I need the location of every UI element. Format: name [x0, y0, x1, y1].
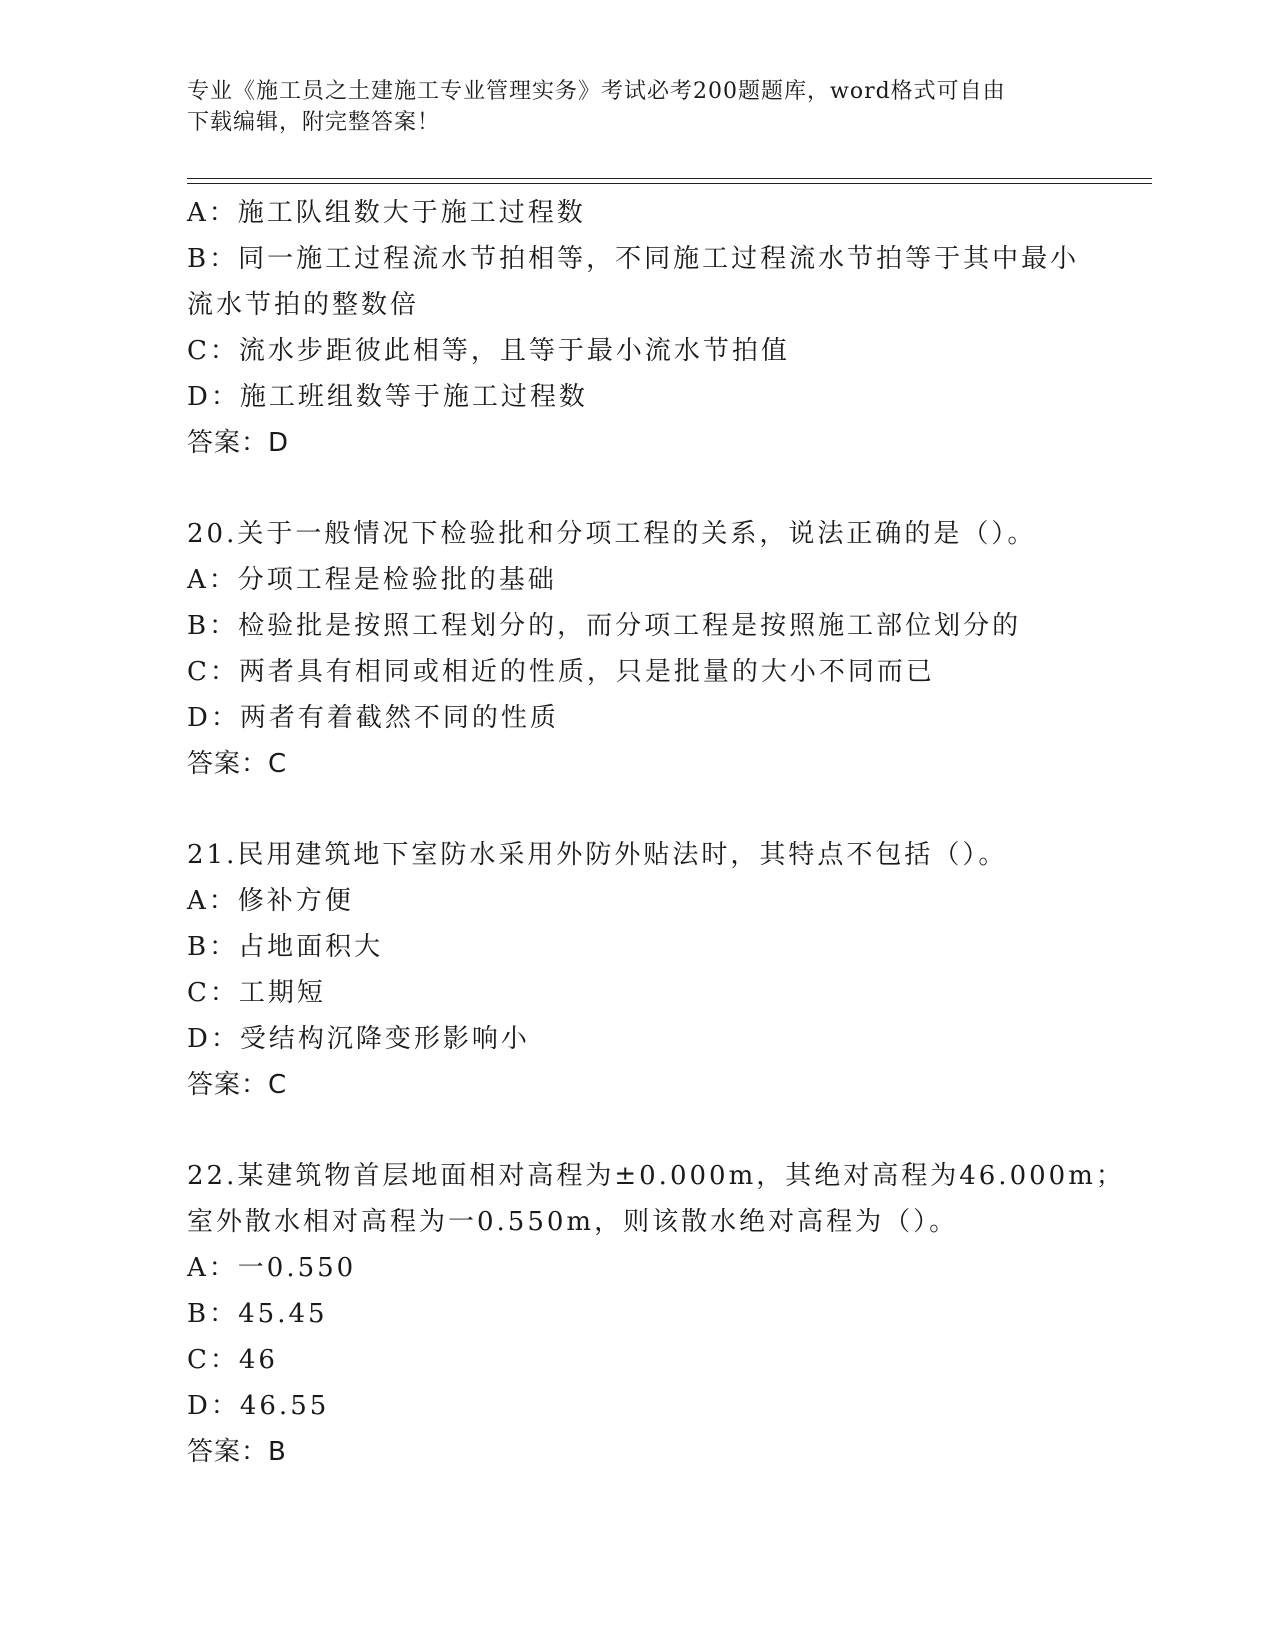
answer-line: 答案：C: [187, 1070, 288, 1100]
question-text: 22.某建筑物首层地面相对高程为±0.000m，其绝对高程为46.000m；: [187, 1161, 1125, 1191]
option-b: B：检验批是按照工程划分的，而分项工程是按照施工部位划分的: [187, 611, 1022, 641]
question-list: [187, 190, 1125, 1475]
option-b: B：45.45: [187, 1299, 328, 1329]
answer-line: 答案：C: [187, 749, 288, 779]
question-text-continued: 室外散水相对高程为一0.550m，则该散水绝对高程为（）。: [187, 1207, 959, 1237]
option-d: D：46.55: [187, 1391, 330, 1421]
question-block-20: [187, 511, 1087, 787]
option-c: C：两者具有相同或相近的性质，只是批量的大小不同而已: [187, 657, 935, 687]
option-c: C：工期短: [187, 978, 326, 1008]
option-d: D：施工班组数等于施工过程数: [187, 382, 588, 412]
option-b-continued: 流水节拍的整数倍: [187, 290, 420, 320]
option-d: D：受结构沉降变形影响小: [187, 1024, 530, 1054]
question-text: 20.关于一般情况下检验批和分项工程的关系，说法正确的是（）。: [187, 519, 1037, 549]
question-block-22: [187, 1153, 1125, 1475]
header-divider-top: [187, 178, 1152, 179]
header-divider-bottom: [187, 183, 1152, 184]
option-c: C：46: [187, 1345, 278, 1375]
option-a: A：修补方便: [187, 886, 354, 916]
option-b: B：占地面积大: [187, 932, 384, 962]
answer-line: 答案：D: [187, 428, 290, 458]
option-b: B：同一施工过程流水节拍相等，不同施工过程流水节拍等于其中最小: [187, 244, 1080, 274]
option-d: D：两者有着截然不同的性质: [187, 703, 559, 733]
answer-line: 答案：B: [187, 1437, 287, 1467]
question-block-19: [187, 190, 1087, 466]
question-text: 21.民用建筑地下室防水采用外防外贴法时，其特点不包括（）。: [187, 840, 1008, 870]
option-a: A：分项工程是检验批的基础: [187, 565, 557, 595]
question-block-21: [187, 832, 1087, 1108]
option-a: A：一0.550: [187, 1253, 357, 1283]
option-a: A：施工队组数大于施工过程数: [187, 198, 586, 228]
document-header: [187, 76, 1077, 138]
header-line-2: 下载编辑，附完整答案！: [187, 110, 441, 135]
option-c: C：流水步距彼此相等，且等于最小流水节拍值: [187, 336, 790, 366]
header-line-1: 专业《施工员之土建施工专业管理实务》考试必考200题题库，word格式可自由: [187, 79, 1006, 104]
